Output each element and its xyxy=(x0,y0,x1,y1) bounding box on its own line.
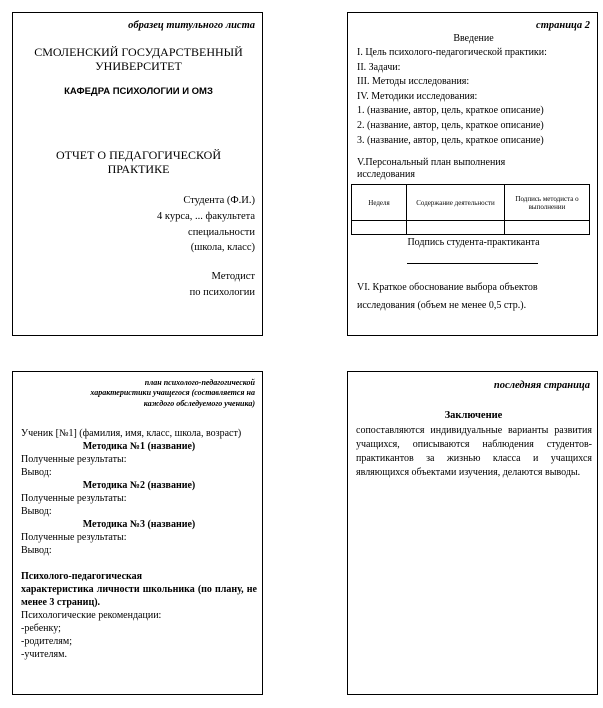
page1-header: образец титульного листа xyxy=(128,20,255,31)
university-line: СМОЛЕНСКИЙ ГОСУДАРСТВЕННЫЙ xyxy=(34,45,243,59)
method-results: Полученные результаты: xyxy=(21,454,127,465)
report-title-line: ОТЧЕТ О ПЕДАГОГИЧЕСКОЙ xyxy=(55,148,222,162)
recommendation-item: -родителям; xyxy=(21,636,72,647)
plan-title xyxy=(357,157,593,180)
university-name xyxy=(17,46,260,74)
method-results: Полученные результаты: xyxy=(21,493,127,504)
recommendation-item: -учителям. xyxy=(21,649,67,660)
characteristic-text: характеристика личности школьника (по плану, не менее 3 страниц). xyxy=(21,584,257,608)
student-line: Ученик [№1] (фамилия, имя, класс, школа, возраст) xyxy=(21,428,242,439)
method-conclusion: Вывод: xyxy=(21,467,52,478)
table-cell xyxy=(352,221,407,235)
university-line: УНИВЕРСИТЕТ xyxy=(95,58,182,73)
intro-heading: Введение xyxy=(453,33,494,44)
method-title: Методика №3 (название) xyxy=(82,519,196,530)
method-conclusion: Вывод: xyxy=(21,506,52,517)
student-line: (школа, класс) xyxy=(190,242,255,254)
method-title: Методика №2 (название) xyxy=(82,480,196,491)
page3-header-line: характеристики учащегося (составляется на xyxy=(90,388,255,398)
intro-item: I. Цель психолого-педагогической практики: xyxy=(357,47,547,58)
method-results: Полученные результаты: xyxy=(21,532,127,543)
student-line: Студента (Ф.И.) xyxy=(183,195,255,206)
title-page-sample xyxy=(12,12,263,336)
plan-title-line: исследования xyxy=(357,168,415,180)
student-characteristic-plan-page xyxy=(12,371,263,695)
page3-header-line: план психолого-педагогической xyxy=(144,378,255,387)
page2-header: страница 2 xyxy=(536,20,590,31)
plan-table-empty-row xyxy=(352,221,590,235)
student-line: 4 курса, ... факультета xyxy=(157,210,255,222)
recommendations-title: Психологические рекомендации: xyxy=(21,610,162,621)
conclusion-text: сопоставляются индивидуальные варианты развития учащихся, описываются наблюдения студентов-практикантов за жизнью класса и учащихся являющихся объектами изучения, делаются выводы. xyxy=(356,425,592,478)
department-name: КАФЕДРА ПСИХОЛОГИИ И ОМЗ xyxy=(64,86,213,97)
intro-items xyxy=(357,46,597,148)
characteristic-title: Психолого-педагогическая xyxy=(21,571,143,582)
page3-body xyxy=(21,427,257,661)
recommendation-item: -ребенку; xyxy=(21,623,61,634)
methodist-line: по психологии xyxy=(189,286,255,298)
plan-table-header-row xyxy=(352,185,590,221)
methodist-line: Методист xyxy=(211,271,255,282)
intro-item: III. Методы исследования: xyxy=(357,76,470,88)
method-conclusion: Вывод: xyxy=(21,545,52,556)
student-info xyxy=(23,193,255,256)
table-header-signature: Подпись методиста о выполнении xyxy=(505,185,590,221)
intro-item: 2. (название, автор, цель, краткое описание) xyxy=(357,119,544,131)
method-title: Методика №1 (название) xyxy=(82,441,196,452)
report-title-line: ПРАКТИКЕ xyxy=(107,161,170,176)
page-two xyxy=(347,12,598,336)
section-six xyxy=(357,279,593,315)
signature-line xyxy=(407,263,538,264)
report-title xyxy=(17,149,260,177)
intro-item: 1. (название, автор, цель, краткое описание) xyxy=(357,105,544,117)
page3-header xyxy=(21,378,255,409)
intro-item: 3. (название, автор, цель, краткое описание) xyxy=(357,134,544,146)
page4-header: последняя страница xyxy=(493,380,590,391)
table-header-week: Неделя xyxy=(352,185,407,221)
section-six-line: исследования (объем не менее 0,5 стр.). xyxy=(357,300,527,311)
intro-item: II. Задачи: xyxy=(357,61,401,73)
intro-item: IV. Методики исследования: xyxy=(357,90,478,102)
student-line: специальности xyxy=(188,226,255,238)
student-signature: Подпись студента-практиканта xyxy=(407,237,540,248)
plan-title-line: V.Персональный план выполнения xyxy=(357,157,506,168)
table-header-content: Содержание деятельности xyxy=(407,185,505,221)
plan-table xyxy=(351,184,590,235)
table-cell xyxy=(407,221,505,235)
section-six-line: VI. Краткое обоснование выбора объектов xyxy=(357,282,538,293)
table-cell xyxy=(505,221,590,235)
methodist-info xyxy=(23,269,255,301)
last-page xyxy=(347,371,598,695)
conclusion-title: Заключение xyxy=(444,410,503,421)
page3-header-line: каждого обследуемого ученика) xyxy=(143,398,255,408)
